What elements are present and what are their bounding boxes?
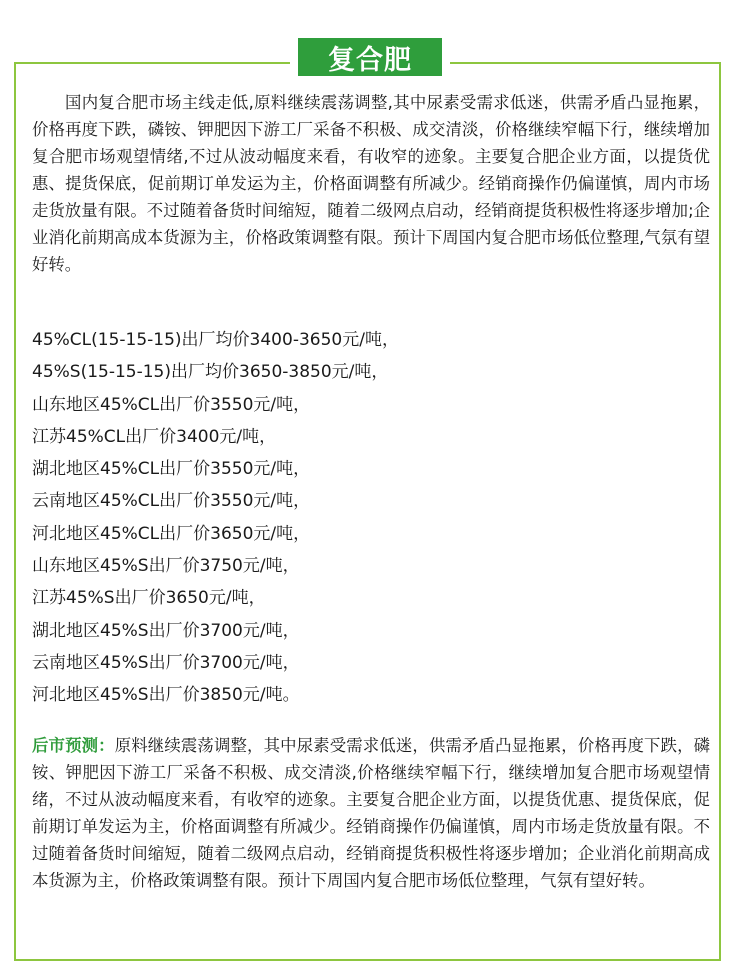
price-item: 湖北地区45%CL出厂价3550元/吨，: [32, 459, 311, 480]
price-item: 云南地区45%S出厂价3700元/吨，: [32, 652, 300, 673]
forecast-label: 后市预测：: [32, 736, 115, 755]
price-list: [32, 324, 702, 712]
price-item: 45%S(15-15-15)出厂均价3650-3850元/吨，: [32, 362, 389, 383]
price-item: 江苏45%S出厂价3650元/吨，: [32, 588, 266, 609]
price-item: 湖北地区45%S出厂价3700元/吨，: [32, 620, 300, 641]
price-item: 河北地区45%CL出厂价3650元/吨，: [32, 523, 311, 544]
price-item: 河北地区45%S出厂价3850元/吨。: [32, 685, 300, 706]
page-title: 复合肥: [298, 38, 442, 76]
price-item: 山东地区45%S出厂价3750元/吨，: [32, 556, 300, 577]
market-summary-paragraph: 国内复合肥市场主线走低,原料继续震荡调整,其中尿素受需求低迷，供需矛盾凸显拖累，价格再度下跌，磷铵、钾肥因下游工厂采备不积极、成交清淡，价格继续窄幅下行，继续增加复合肥市场观望情绪,不过从波动幅度来看，有收窄的迹象。主要复合肥企业方面，以提货优惠、提货保底，促前期订单发运为主，价格面调整有所减少。经销商操作仍偏谨慎，周内市场走货放量有限。不过随着备货时间缩短，随着二级网点启动，经销商提货积极性将逐步增加;企业消化前期高成本货源为主，价格政策调整有限。预计下周国内复合肥市场低位整理,气氛有望好转。: [32, 93, 710, 274]
forecast-text: 原料继续震荡调整，其中尿素受需求低迷，供需矛盾凸显拖累，价格再度下跌，磷铵、钾肥因下游工厂采备不积极、成交清淡,价格继续窄幅下行，继续增加复合肥市场观望情绪，不过从波动幅度来看，有收窄的迹象。主要复合肥企业方面，以提货优惠、提货保底，促前期订单发运为主，价格面调整有所减少。经销商操作仍偏谨慎，周内市场走货放量有限。不过随着备货时间缩短，随着二级网点启动，经销商提货积极性将逐步增加；企业消化前期高成本货源为主，价格政策调整有限。预计下周国内复合肥市场低位整理，气氛有望好转。: [32, 736, 710, 890]
price-item: 云南地区45%CL出厂价3550元/吨，: [32, 491, 311, 512]
price-item: 山东地区45%CL出厂价3550元/吨，: [32, 394, 311, 415]
forecast-paragraph: [32, 732, 710, 894]
price-item: 45%CL(15-15-15)出厂均价3400-3650元/吨，: [32, 330, 399, 350]
price-item: 江苏45%CL出厂价3400元/吨，: [32, 426, 277, 447]
